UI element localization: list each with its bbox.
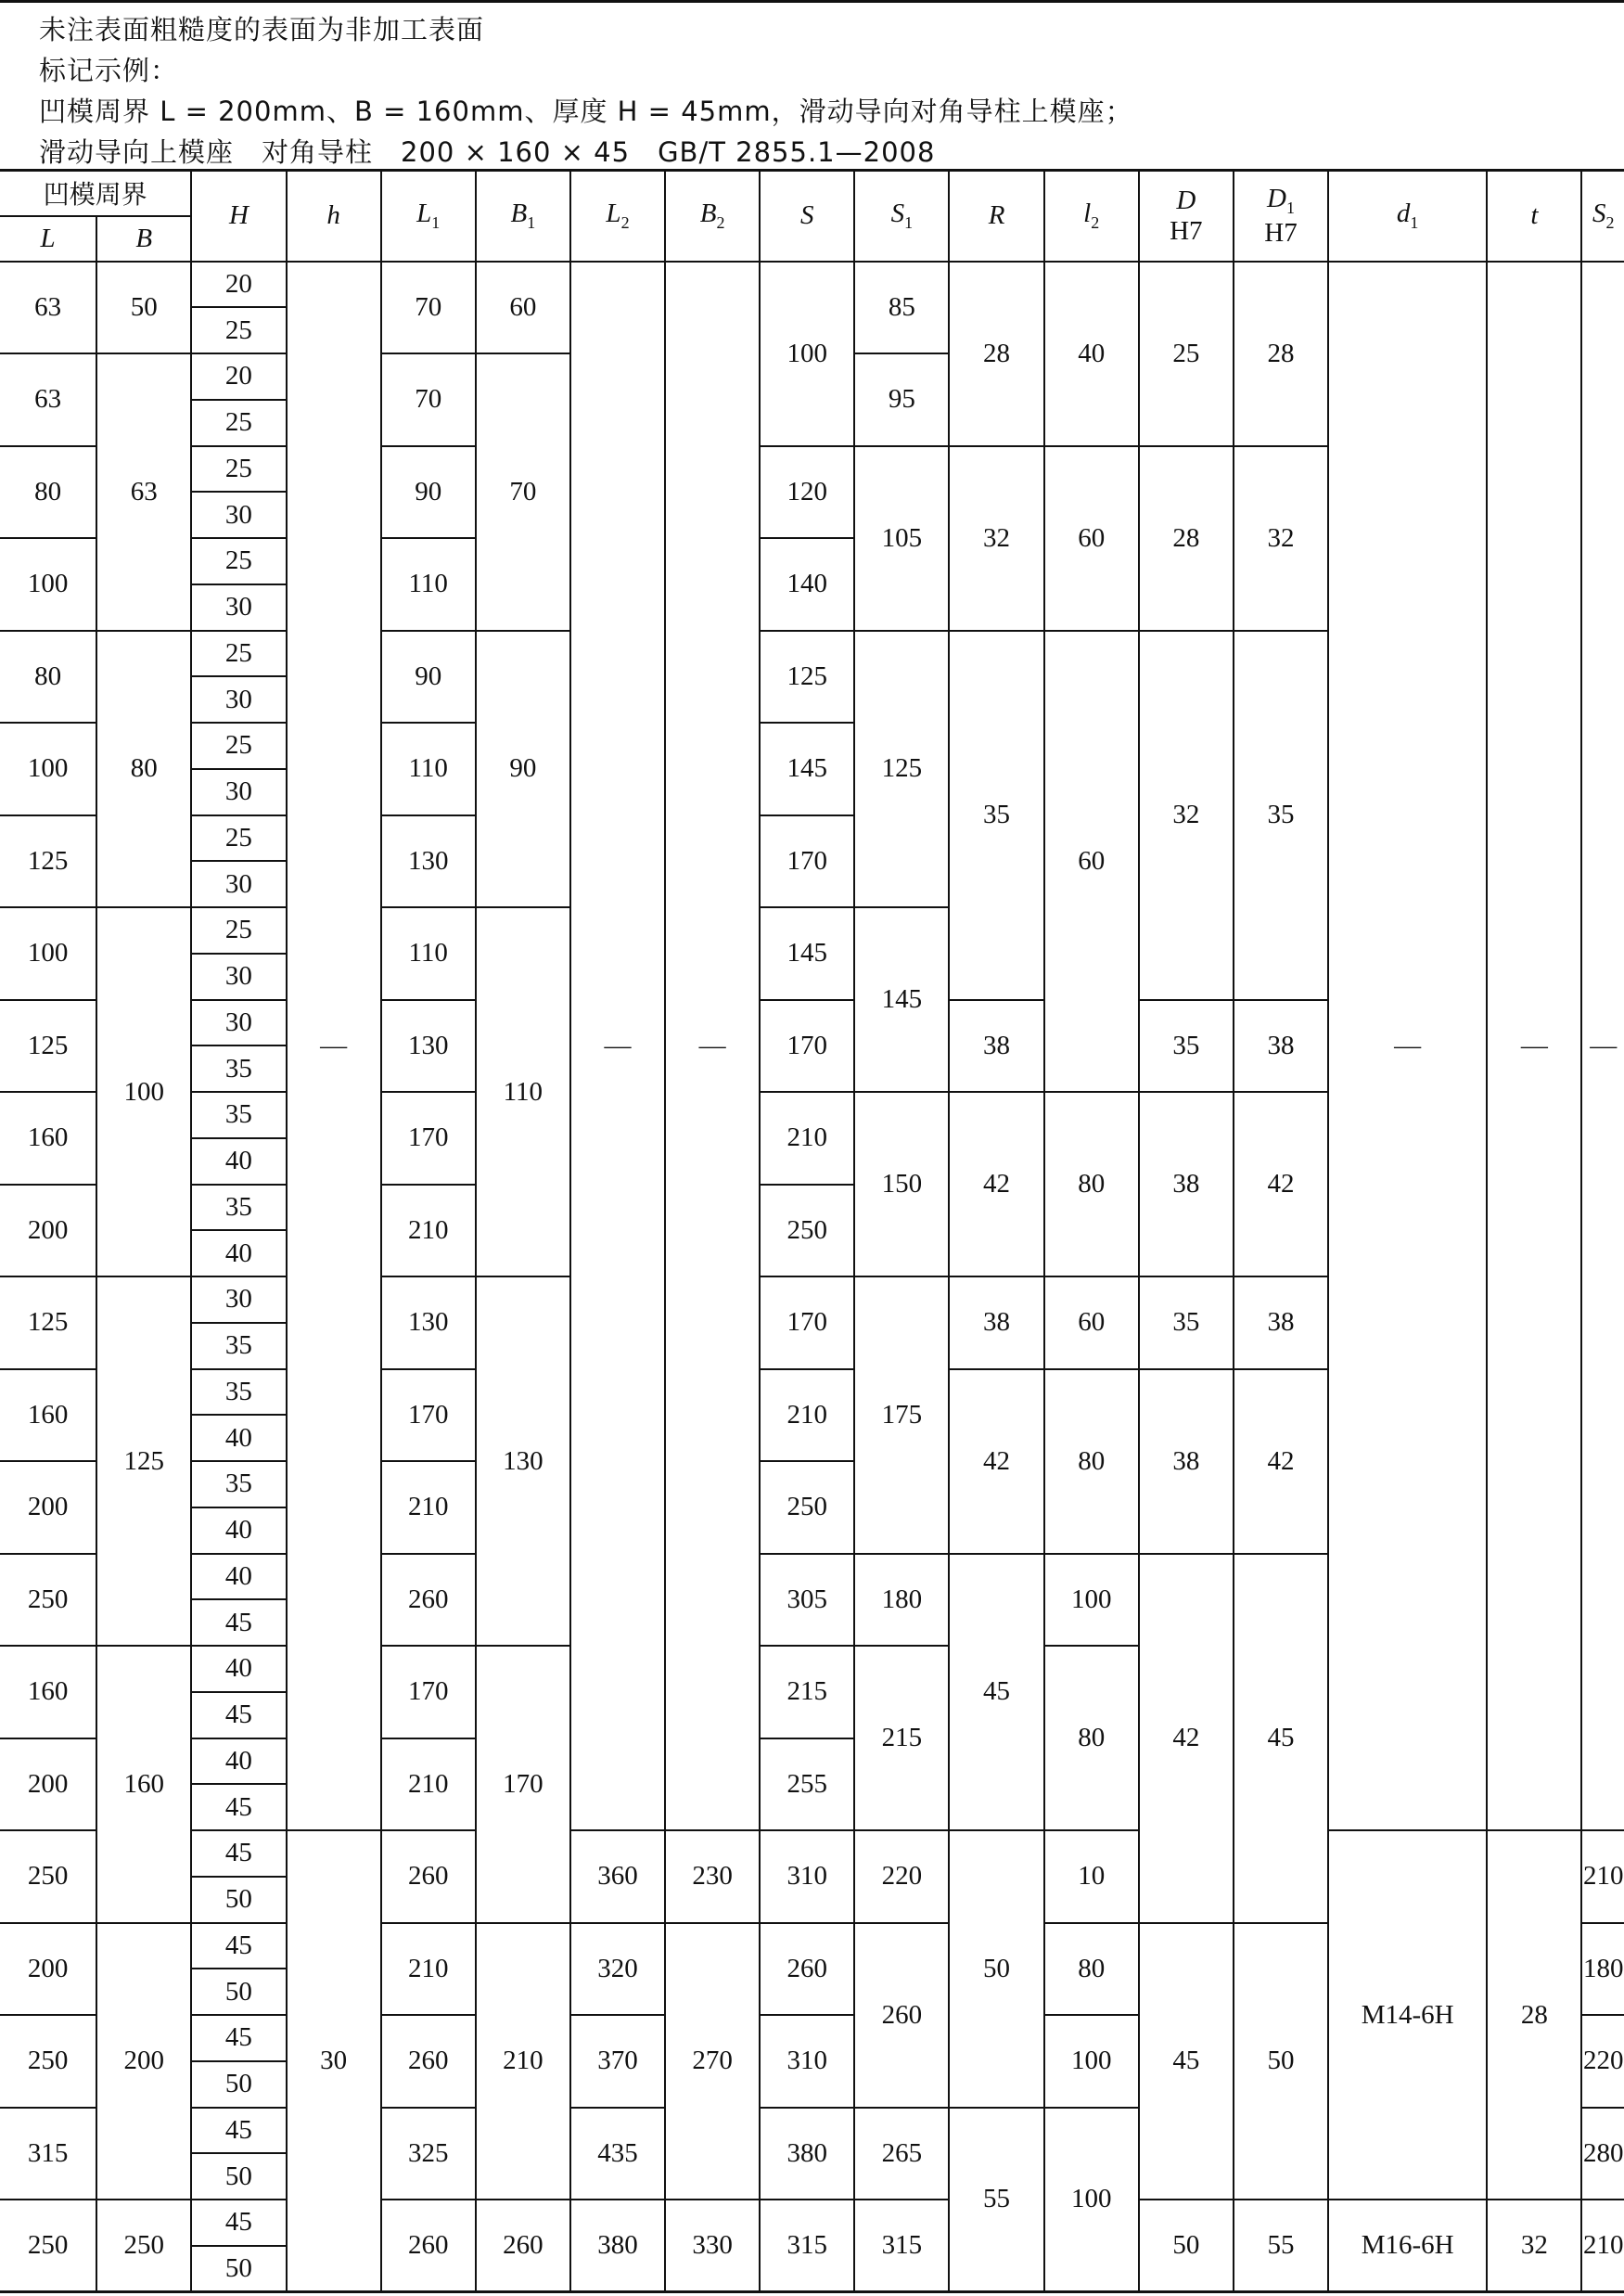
cell-s1: 85: [854, 262, 949, 354]
cell-h: 30: [287, 1830, 381, 2292]
cell-s2: 210: [1581, 2200, 1624, 2292]
cell-l1: 70: [381, 262, 476, 354]
cell-h: 40: [191, 1738, 286, 1785]
cell-l: 160: [0, 1646, 96, 1738]
cell-d1: 35: [1234, 631, 1328, 1000]
cell-b1: 70: [476, 353, 570, 631]
cell-r: 32: [949, 446, 1043, 631]
cell-l1: 170: [381, 1646, 476, 1738]
cell-l1: 130: [381, 1000, 476, 1093]
cell-b1: 60: [476, 262, 570, 354]
cell-h: 50: [191, 2153, 286, 2200]
cell-l1: 210: [381, 1738, 476, 1831]
cell-s: 380: [760, 2108, 854, 2200]
cell-d: 50: [1139, 2200, 1234, 2292]
cell-l2: 60: [1044, 631, 1139, 1093]
cell-l: 160: [0, 1369, 96, 1462]
intro-notes: [39, 9, 1606, 173]
cell-h: 35: [191, 1323, 286, 1369]
cell-d: 42: [1139, 1554, 1234, 1923]
cell-l: 125: [0, 1000, 96, 1093]
cell-l2: 80: [1044, 1092, 1139, 1276]
cell-s1: 150: [854, 1092, 949, 1276]
header-row-1: [0, 171, 1624, 216]
header-b2: $B_2$: [665, 171, 760, 262]
cell-b1: 110: [476, 907, 570, 1276]
cell-l: 200: [0, 1185, 96, 1277]
cell-l1: 260: [381, 2200, 476, 2292]
cell-l: 250: [0, 2200, 96, 2292]
cell-l1: 90: [381, 631, 476, 724]
cell-d: 35: [1139, 1000, 1234, 1093]
cell-s: 310: [760, 2015, 854, 2108]
header-l: L: [0, 216, 96, 262]
cell-r: 42: [949, 1369, 1043, 1554]
cell-d1: 28: [1234, 262, 1328, 446]
cell-l2: 100: [1044, 2108, 1139, 2292]
cell-h: 25: [191, 815, 286, 862]
cell-d1: 38: [1234, 1276, 1328, 1369]
cell-l: 200: [0, 1923, 96, 2016]
cell-d: 25: [1139, 262, 1234, 446]
cell-b: 160: [96, 1646, 191, 1923]
cell-l1: 325: [381, 2108, 476, 2200]
cell-r: 38: [949, 1000, 1043, 1093]
cell-h: 45: [191, 1830, 286, 1877]
cell-b1: 90: [476, 631, 570, 908]
cell-d: 45: [1139, 1923, 1234, 2200]
cell-s1: 265: [854, 2108, 949, 2200]
cell-d: 38: [1139, 1369, 1234, 1554]
cell-h: 50: [191, 1877, 286, 1923]
cell-h: 35: [191, 1045, 286, 1092]
cell-l: 200: [0, 1738, 96, 1831]
cell-l2: —: [570, 262, 665, 1831]
cell-b2: —: [665, 262, 760, 1831]
cell-h: 30: [191, 861, 286, 907]
cell-l2: 60: [1044, 446, 1139, 631]
cell-l2: 370: [570, 2015, 665, 2108]
cell-h: 35: [191, 1185, 286, 1231]
cell-b: 125: [96, 1276, 191, 1646]
cell-d1: 42: [1234, 1369, 1328, 1554]
cell-l2: 10: [1044, 1830, 1139, 1923]
cell-s1: 105: [854, 446, 949, 631]
header-h: h: [287, 171, 381, 262]
table-row: [0, 262, 1624, 308]
cell-s: 255: [760, 1738, 854, 1831]
cell-s: 125: [760, 631, 854, 724]
cell-s: 120: [760, 446, 854, 539]
cell-l: 200: [0, 1461, 96, 1554]
cell-l1: 260: [381, 2015, 476, 2108]
page-top-rule: [0, 0, 1624, 3]
cell-d: 35: [1139, 1276, 1234, 1369]
cell-r: 50: [949, 1830, 1043, 2108]
cell-h: 40: [191, 1138, 286, 1185]
header-l2: $L_2$: [570, 171, 665, 262]
cell-r: 28: [949, 262, 1043, 446]
cell-s: 100: [760, 262, 854, 446]
cell-s: 305: [760, 1554, 854, 1647]
cell-d1: 50: [1234, 1923, 1328, 2200]
cell-h: 50: [191, 2246, 286, 2292]
cell-l2: 320: [570, 1923, 665, 2016]
cell-h: 25: [191, 723, 286, 769]
cell-s1: 145: [854, 907, 949, 1092]
cell-s2: 180: [1581, 1923, 1624, 2016]
header-b1: $B_1$: [476, 171, 570, 262]
header-r: R: [949, 171, 1043, 262]
cell-s: 260: [760, 1923, 854, 2016]
cell-s1: 215: [854, 1646, 949, 1830]
cell-l2: 100: [1044, 1554, 1139, 1647]
cell-s: 210: [760, 1092, 854, 1185]
cell-s1: 315: [854, 2200, 949, 2292]
cell-t: —: [1487, 262, 1581, 1831]
cell-l: 125: [0, 1276, 96, 1369]
cell-h: 40: [191, 1415, 286, 1461]
cell-h: 25: [191, 400, 286, 446]
cell-h: 35: [191, 1461, 286, 1507]
cell-l: 80: [0, 631, 96, 724]
cell-l2: 435: [570, 2108, 665, 2200]
cell-h: 25: [191, 446, 286, 493]
cell-d1: 55: [1234, 2200, 1328, 2292]
cell-s1: 175: [854, 1276, 949, 1554]
header-s2: $S_2$: [1581, 171, 1624, 262]
cell-h: 25: [191, 907, 286, 954]
header-d1: $d_1$: [1328, 171, 1487, 262]
cell-s: 210: [760, 1369, 854, 1462]
cell-l1: 210: [381, 1923, 476, 2016]
cell-s1: 180: [854, 1554, 949, 1647]
cell-s1: 260: [854, 1923, 949, 2108]
cell-b1: 210: [476, 1923, 570, 2200]
header-die-perimeter: 凹模周界: [0, 171, 191, 216]
cell-h: 20: [191, 262, 286, 308]
cell-l: 250: [0, 1554, 96, 1647]
cell-l: 125: [0, 815, 96, 908]
header-l1: $L_1$: [381, 171, 476, 262]
cell-h: 30: [191, 1000, 286, 1046]
cell-l1: 110: [381, 907, 476, 1000]
cell-h: 25: [191, 538, 286, 584]
cell-b: 250: [96, 2200, 191, 2292]
cell-l2: 60: [1044, 1276, 1139, 1369]
header-s: S: [760, 171, 854, 262]
cell-b: 100: [96, 907, 191, 1276]
cell-l1: 170: [381, 1369, 476, 1462]
cell-l1: 260: [381, 1554, 476, 1647]
cell-s: 250: [760, 1185, 854, 1277]
cell-s2: 280: [1581, 2108, 1624, 2200]
cell-l1: 130: [381, 815, 476, 908]
cell-d1: —: [1328, 262, 1487, 1831]
cell-r: 45: [949, 1554, 1043, 1831]
note-marking-example-label: 标记示例：: [39, 55, 179, 86]
header-d: D H7: [1139, 171, 1234, 262]
cell-s2: 210: [1581, 1830, 1624, 1923]
cell-t: 28: [1487, 1830, 1581, 2200]
cell-d: 32: [1139, 631, 1234, 1000]
cell-s: 170: [760, 1000, 854, 1093]
cell-l1: 210: [381, 1461, 476, 1554]
note-marking-example-desc: 凹模周界 L = 200mm、B = 160mm、厚度 H = 45mm，滑动导向对角导柱上模座；: [39, 96, 1133, 127]
cell-b1: 130: [476, 1276, 570, 1646]
cell-b: 50: [96, 262, 191, 354]
cell-d1: M14-6H: [1328, 1830, 1487, 2200]
cell-h: 30: [191, 769, 286, 815]
header-l2: $l_2$: [1044, 171, 1139, 262]
cell-s: 310: [760, 1830, 854, 1923]
cell-l1: 260: [381, 1830, 476, 1923]
cell-s1: 220: [854, 1830, 949, 1923]
cell-h: 45: [191, 2015, 286, 2061]
cell-s: 215: [760, 1646, 854, 1738]
cell-s1: 125: [854, 631, 949, 908]
cell-h: 35: [191, 1369, 286, 1416]
cell-r: 35: [949, 631, 1043, 1000]
cell-h: 45: [191, 1784, 286, 1830]
cell-l: 100: [0, 723, 96, 815]
cell-h: 35: [191, 1092, 286, 1138]
cell-s: 140: [760, 538, 854, 631]
cell-h: 20: [191, 353, 286, 400]
table-row: [0, 1830, 1624, 1877]
cell-d1: 38: [1234, 1000, 1328, 1093]
cell-l1: 170: [381, 1092, 476, 1185]
cell-l: 250: [0, 2015, 96, 2108]
cell-b2: 330: [665, 2200, 760, 2292]
cell-l2: 40: [1044, 262, 1139, 446]
cell-d1: 32: [1234, 446, 1328, 631]
cell-s: 145: [760, 907, 854, 1000]
die-set-dimension-table: [0, 169, 1624, 2293]
cell-h: 30: [191, 492, 286, 538]
cell-r: 38: [949, 1276, 1043, 1369]
cell-h: 30: [191, 584, 286, 631]
cell-l2: 80: [1044, 1369, 1139, 1554]
cell-d1: 42: [1234, 1092, 1328, 1276]
cell-s: 250: [760, 1461, 854, 1554]
header-s1: $S_1$: [854, 171, 949, 262]
cell-s: 170: [760, 1276, 854, 1369]
cell-h: 40: [191, 1554, 286, 1600]
cell-h: 30: [191, 954, 286, 1000]
cell-l: 100: [0, 907, 96, 1000]
cell-s: 170: [760, 815, 854, 908]
cell-h: 45: [191, 1923, 286, 1969]
cell-r: 55: [949, 2108, 1043, 2292]
cell-l1: 210: [381, 1185, 476, 1277]
cell-l2: 80: [1044, 1923, 1139, 2016]
cell-h: 50: [191, 1969, 286, 2015]
cell-t: 32: [1487, 2200, 1581, 2292]
cell-l: 63: [0, 262, 96, 354]
cell-l2: 360: [570, 1830, 665, 1923]
header-t: t: [1487, 171, 1581, 262]
header-b: B: [96, 216, 191, 262]
cell-b: 80: [96, 631, 191, 908]
cell-h: 40: [191, 1646, 286, 1692]
note-marking-example-code: 滑动导向上模座 对角导柱 200 × 160 × 45 GB/T 2855.1—2008: [39, 136, 936, 168]
cell-l1: 130: [381, 1276, 476, 1369]
table-row: [0, 2200, 1624, 2246]
cell-d: 38: [1139, 1092, 1234, 1276]
cell-h: —: [287, 262, 381, 1831]
cell-b: 200: [96, 1923, 191, 2200]
cell-l: 250: [0, 1830, 96, 1923]
cell-b: 63: [96, 353, 191, 631]
cell-b1: 260: [476, 2200, 570, 2292]
cell-s1: 95: [854, 353, 949, 446]
cell-r: 42: [949, 1092, 1043, 1276]
header-d1: $D_1$ H7: [1234, 171, 1328, 262]
cell-h: 45: [191, 1599, 286, 1646]
cell-l: 63: [0, 353, 96, 446]
cell-h: 30: [191, 676, 286, 723]
cell-b2: 270: [665, 1923, 760, 2200]
cell-d1: M16-6H: [1328, 2200, 1487, 2292]
cell-l2: 380: [570, 2200, 665, 2292]
cell-s2: 220: [1581, 2015, 1624, 2108]
cell-l: 315: [0, 2108, 96, 2200]
cell-l2: 80: [1044, 1646, 1139, 1830]
cell-l1: 110: [381, 723, 476, 815]
cell-l: 100: [0, 538, 96, 631]
cell-l2: 100: [1044, 2015, 1139, 2108]
cell-l1: 90: [381, 446, 476, 539]
note-surface-roughness: 未注表面粗糙度的表面为非加工表面: [39, 14, 485, 45]
cell-d: 28: [1139, 446, 1234, 631]
cell-h: 50: [191, 2061, 286, 2108]
cell-h: 45: [191, 2108, 286, 2154]
cell-h: 25: [191, 307, 286, 353]
cell-h: 25: [191, 631, 286, 677]
cell-h: 45: [191, 1692, 286, 1738]
cell-l1: 70: [381, 353, 476, 446]
cell-l1: 110: [381, 538, 476, 631]
cell-h: 40: [191, 1230, 286, 1276]
cell-s: 315: [760, 2200, 854, 2292]
header-h: H: [191, 171, 286, 262]
cell-s: 145: [760, 723, 854, 815]
cell-b2: 230: [665, 1830, 760, 1923]
cell-l: 80: [0, 446, 96, 539]
cell-l: 160: [0, 1092, 96, 1185]
cell-b1: 170: [476, 1646, 570, 1923]
cell-h: 45: [191, 2200, 286, 2246]
cell-s2: —: [1581, 262, 1624, 1831]
cell-d1: 45: [1234, 1554, 1328, 1923]
cell-h: 40: [191, 1507, 286, 1554]
cell-h: 30: [191, 1276, 286, 1323]
